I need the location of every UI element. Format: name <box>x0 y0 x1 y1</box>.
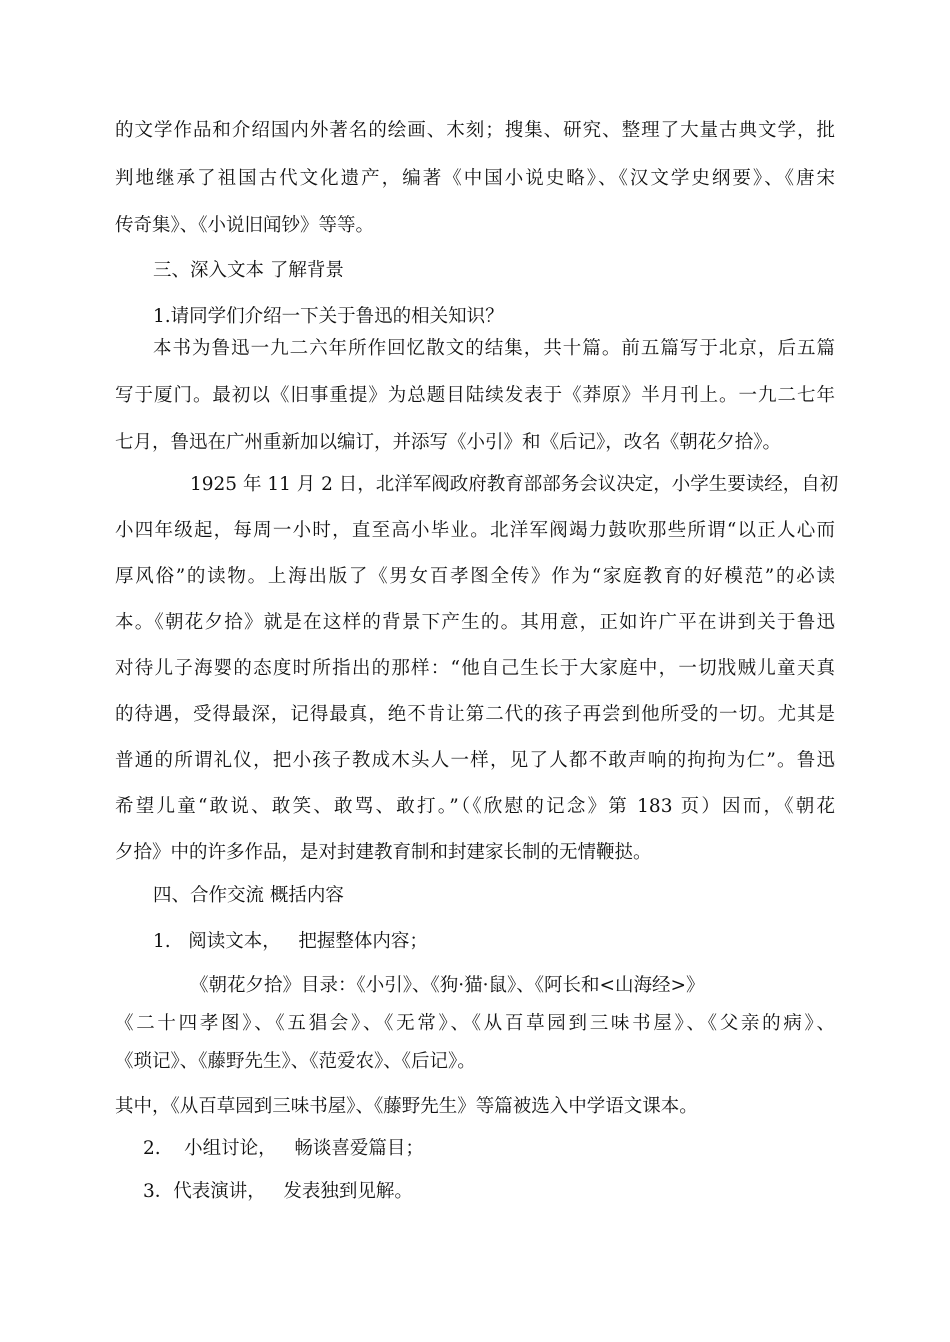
text-line: 夕拾》中的许多作品，是对封建教育制和封建家长制的无情鞭挞。 <box>115 842 652 863</box>
text-line: 七月，鲁迅在广州重新加以编订，并添写《小引》和《后记》，改名《朝花夕拾》。 <box>115 432 782 453</box>
text-line: 其中，《从百草园到三味书屋》、《藤野先生》等篇被选入中学语文课本。 <box>115 1096 698 1117</box>
text-line: 的待遇，受得最深，记得最真，绝不肯让第二代的孩子再尝到他所受的一切。尤其是 <box>115 704 835 725</box>
question-item: 1.请同学们介绍一下关于鲁迅的相关知识？ <box>153 306 504 327</box>
text-line: 厚风俗”的读物。上海出版了《男女百孝图全传》作为“家庭教育的好模范”的必读 <box>115 566 835 587</box>
text-line: 写于厦门。最初以《旧事重提》为总题目陆续发表于《莽原》半月刊上。一九二七年 <box>115 385 835 406</box>
text-line: 希望儿童“敢说、敢笑、敢骂、敢打。”（《欣慰的记念》第 183 页）因而，《朝花 <box>115 796 835 817</box>
section-heading: 四、合作交流 概括内容 <box>153 885 344 906</box>
step-item: 3．代表演讲， 发表独到见解。 <box>143 1181 413 1202</box>
text-line: 本书为鲁迅一九二六年所作回忆散文的结集，共十篇。前五篇写于北京，后五篇 <box>153 338 835 359</box>
step-item: 1. 阅读文本， 把握整体内容； <box>153 931 428 952</box>
text-line: 判地继承了祖国古代文化遗产，编著《中国小说史略》、《汉文学史纲要》、《唐宋 <box>115 168 835 189</box>
text-line: 《二十四孝图》、《五猖会》、《无常》、《从百草园到三味书屋》、《父亲的病》、 <box>115 1013 835 1034</box>
text-line: 1925 年 11 月 2 日，北洋军阀政府教育部部务会议决定，小学生要读经，自初 <box>190 474 839 495</box>
step-item: 2. 小组讨论， 畅谈喜爱篇目； <box>143 1138 424 1159</box>
text-line: 传奇集》、《小说旧闻钞》等等。 <box>115 215 375 236</box>
text-line: 《琐记》、《藤野先生》、《范爱农》、《后记》。 <box>115 1051 476 1072</box>
section-heading: 三、深入文本 了解背景 <box>153 260 344 281</box>
text-line: 对待儿子海婴的态度时所指出的那样：“他自己生长于大家庭中，一切戕贼儿童天真 <box>115 658 835 679</box>
text-line: 《朝花夕拾》目录：《小引》、《狗·猫·鼠》、《阿长和<山海经>》 <box>190 975 705 996</box>
text-line: 的文学作品和介绍国内外著名的绘画、木刻；搜集、研究、整理了大量古典文学，批 <box>115 120 835 141</box>
text-line: 本。《朝花夕拾》就是在这样的背景下产生的。其用意，正如许广平在讲到关于鲁迅 <box>115 612 835 633</box>
text-line: 小四年级起，每周一小时，直至高小毕业。北洋军阀竭力鼓吹那些所谓“以正人心而 <box>115 520 835 541</box>
text-line: 普通的所谓礼仪，把小孩子教成木头人一样，见了人都不敢声响的拘拘为仁”。鲁迅 <box>115 750 835 771</box>
